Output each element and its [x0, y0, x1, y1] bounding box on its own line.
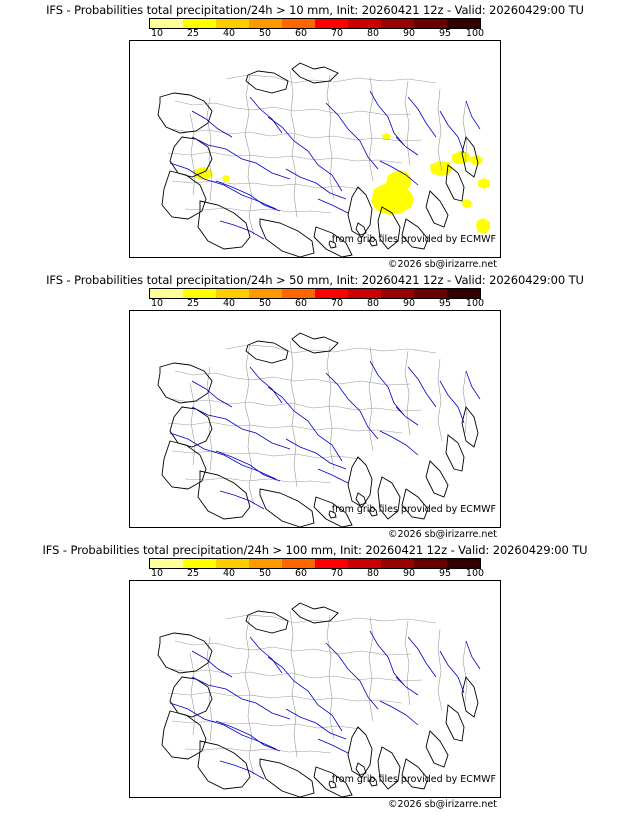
legend-swatch [150, 19, 183, 28]
legend-swatch [447, 19, 480, 28]
legend-tick: 95 [438, 28, 452, 39]
legend-swatch [183, 289, 216, 298]
legend-tick: 25 [186, 568, 200, 579]
panel-title-100mm: IFS - Probabilities total precipitation/24h > 100 mm, Init: 20260421 12z - Valid: 20260429:00 TU [42, 543, 588, 557]
legend-swatch [315, 559, 348, 568]
legend-swatch [183, 19, 216, 28]
legend-swatch [249, 19, 282, 28]
legend-swatch [216, 559, 249, 568]
legend-swatch [216, 289, 249, 298]
legend-swatch [414, 559, 447, 568]
legend-tick: 40 [222, 298, 236, 309]
legend-tick-labels [149, 298, 485, 310]
map-canvas-100mm[interactable] [129, 580, 501, 798]
rivers-layer [170, 361, 480, 509]
legend-10mm [149, 18, 485, 40]
legend-50mm [149, 288, 485, 310]
administrative-borders-layer [168, 71, 467, 235]
legend-swatch [216, 19, 249, 28]
coastline-layer [158, 63, 478, 257]
legend-tick: 90 [402, 298, 416, 309]
administrative-borders-layer [168, 341, 467, 505]
coastline-layer [158, 603, 478, 797]
legend-swatch [348, 19, 381, 28]
legend-swatch [249, 289, 282, 298]
legend-tick: 10 [150, 28, 164, 39]
legend-tick-labels [149, 568, 485, 580]
copyright-10mm: ©2026 sb@irizarre.net [387, 259, 497, 270]
legend-swatch [249, 559, 282, 568]
legend-tick: 60 [294, 568, 308, 579]
legend-tick: 10 [150, 568, 164, 579]
rivers-layer [170, 631, 480, 779]
legend-tick-labels [149, 28, 485, 40]
legend-tick: 10 [150, 298, 164, 309]
legend-swatch [282, 559, 315, 568]
legend-swatch [150, 559, 183, 568]
legend-tick: 60 [294, 28, 308, 39]
legend-swatch [348, 559, 381, 568]
probability-shading-layer [193, 133, 490, 234]
legend-tick: 70 [330, 298, 344, 309]
legend-tick: 95 [438, 568, 452, 579]
legend-tick: 60 [294, 298, 308, 309]
legend-swatch [414, 289, 447, 298]
legend-tick: 70 [330, 28, 344, 39]
map-graphic [130, 311, 500, 527]
legend-tick: 25 [186, 298, 200, 309]
forecast-panel-100mm [0, 540, 630, 810]
legend-swatch [414, 19, 447, 28]
panel-title-50mm: IFS - Probabilities total precipitation/24h > 50 mm, Init: 20260421 12z - Valid: 20260429:00 TU [46, 273, 584, 287]
map-canvas-10mm[interactable] [129, 40, 501, 258]
legend-tick: 50 [258, 568, 272, 579]
legend-swatch [150, 289, 183, 298]
grib-credit-10mm: from grib files provided by ECMWF [331, 234, 496, 245]
legend-tick: 90 [402, 568, 416, 579]
copyright-50mm: ©2026 sb@irizarre.net [387, 529, 497, 540]
legend-tick: 50 [258, 298, 272, 309]
grib-credit-50mm: from grib files provided by ECMWF [331, 504, 496, 515]
legend-tick: 25 [186, 28, 200, 39]
panel-title-10mm: IFS - Probabilities total precipitation/24h > 10 mm, Init: 20260421 12z - Valid: 20260429:00 TU [46, 3, 584, 17]
legend-swatch [183, 559, 216, 568]
legend-tick: 50 [258, 28, 272, 39]
administrative-borders-layer [168, 611, 467, 775]
map-canvas-50mm[interactable] [129, 310, 501, 528]
legend-tick: 70 [330, 568, 344, 579]
legend-swatch [381, 559, 414, 568]
forecast-panel-50mm [0, 270, 630, 540]
legend-swatch [381, 289, 414, 298]
legend-swatch [282, 19, 315, 28]
legend-tick: 80 [366, 568, 380, 579]
legend-swatch [282, 289, 315, 298]
legend-tick: 90 [402, 28, 416, 39]
coastline-layer [158, 333, 478, 527]
legend-tick: 100 [465, 298, 485, 309]
legend-tick: 100 [465, 28, 485, 39]
legend-tick: 80 [366, 298, 380, 309]
legend-tick: 40 [222, 568, 236, 579]
legend-tick: 80 [366, 28, 380, 39]
legend-100mm [149, 558, 485, 580]
legend-swatch [381, 19, 414, 28]
map-graphic [130, 41, 500, 257]
grib-credit-100mm: from grib files provided by ECMWF [331, 774, 496, 785]
copyright-100mm: ©2026 sb@irizarre.net [387, 799, 497, 810]
legend-swatch [315, 19, 348, 28]
legend-swatch [447, 289, 480, 298]
legend-swatch [315, 289, 348, 298]
map-graphic [130, 581, 500, 797]
forecast-panel-10mm [0, 0, 630, 270]
legend-tick: 40 [222, 28, 236, 39]
legend-swatch [447, 559, 480, 568]
legend-swatch [348, 289, 381, 298]
legend-tick: 100 [465, 568, 485, 579]
legend-tick: 95 [438, 298, 452, 309]
